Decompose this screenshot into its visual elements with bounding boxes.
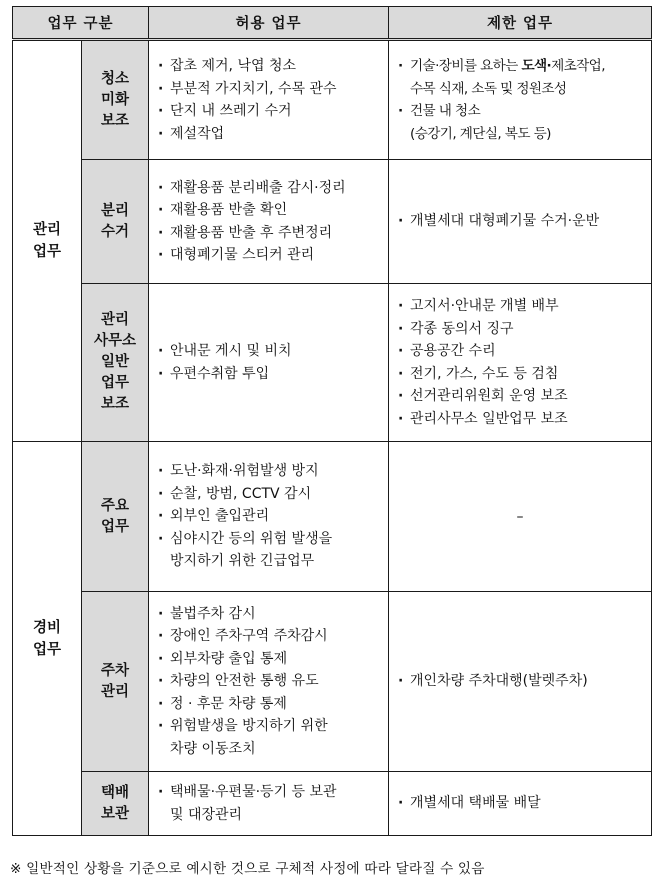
list-item: · 우편수취함 투입 [157,363,384,386]
list-item: · 장애인 주차구역 주차감시 [157,625,384,648]
list-item: · 재활용품 반출 확인 [157,199,384,222]
list-item: · 위험발생을 방지하기 위한 차량 이동조치 [157,715,384,760]
list-item: · 재활용품 분리배출 감시·정리 [157,177,384,200]
list-item: · 제설작업 [157,123,384,146]
list-item: · 외부인 출입관리 [157,505,384,528]
list-item: · 외부차량 출입 통제 [157,648,384,671]
group-label-management: 관리 업무 [13,40,82,442]
footnote: ※ 일반적인 상황을 기준으로 예시한 것으로 구체적 사정에 따라 달라질 수 있음 [10,861,485,877]
sub-label-main-duty: 주요 업무 [82,442,149,592]
restricted-cleaning [389,40,652,160]
header-allowed: 허용 업무 [149,7,389,40]
table-row [13,442,652,592]
group-label-security: 경비 업무 [13,442,82,836]
sub-label-parcel: 택배 보관 [82,772,149,836]
list-item: · 차량의 안전한 통행 유도 [157,670,384,693]
list-item: · 정 · 후문 차량 통제 [157,693,384,716]
allowed-cleaning [149,40,389,160]
list-item: · 선거관리위원회 운영 보조 [397,385,647,408]
list-item: · 고지서·안내문 개별 배부 [397,295,647,318]
list-item: · 개인차량 주차대행(발렛주차) [397,670,647,693]
list-item: · 관리사무소 일반업무 보조 [397,408,647,431]
restricted-parcel [389,772,652,836]
allowed-parcel [149,772,389,836]
table-row [13,284,652,442]
sub-label-cleaning: 청소 미화 보조 [82,40,149,160]
allowed-main-duty [149,442,389,592]
list-item: · 재활용품 반출 후 주변정리 [157,222,384,245]
list-item: · 공용공간 수리 [397,340,647,363]
header-category: 업무 구분 [13,7,149,40]
list-item: · 부분적 가지치기, 수목 관수 [157,78,384,101]
sub-label-parking: 주차 관리 [82,592,149,772]
list-item: · 안내문 게시 및 비치 [157,340,384,363]
list-item: · 건물 내 청소 (승강기, 계단실, 복도 등) [397,100,647,145]
allowed-parking [149,592,389,772]
list-item: · 불법주차 감시 [157,603,384,626]
list-item: · 기술·장비를 요하는 도색·제초작업, 수목 식재, 소독 및 정원조성 [397,55,647,100]
list-item: · 개별세대 택배물 배달 [397,792,647,815]
sub-label-office: 관리 사무소 일반 업무 보조 [82,284,149,442]
list-item: · 개별세대 대형폐기물 수거·운반 [397,210,647,233]
table-row [13,592,652,772]
list-item: · 도난·화재·위험발생 방지 [157,460,384,483]
list-item: · 전기, 가스, 수도 등 검침 [397,363,647,386]
list-item: · 단지 내 쓰레기 수거 [157,100,384,123]
table-row [13,772,652,836]
list-item: · 택배물·우편물·등기 등 보관 및 대장관리 [157,781,384,826]
restricted-parking [389,592,652,772]
list-item: · 각종 동의서 징구 [397,318,647,341]
restricted-main-duty: – [389,442,652,592]
list-item: · 잡초 제거, 낙엽 청소 [157,55,384,78]
table-header-row [13,7,652,40]
allowed-office [149,284,389,442]
table-row [13,40,652,160]
table-row [13,160,652,284]
work-scope-table [12,6,652,836]
allowed-recycling [149,160,389,284]
list-item: · 순찰, 방범, CCTV 감시 [157,483,384,506]
header-restricted: 제한 업무 [389,7,652,40]
sub-label-recycling: 분리 수거 [82,160,149,284]
restricted-office [389,284,652,442]
list-item: · 심야시간 등의 위험 발생을 방지하기 위한 긴급업무 [157,528,384,573]
list-item: · 대형폐기물 스티커 관리 [157,244,384,267]
highlight-text: 도색· [521,58,552,74]
restricted-recycling [389,160,652,284]
